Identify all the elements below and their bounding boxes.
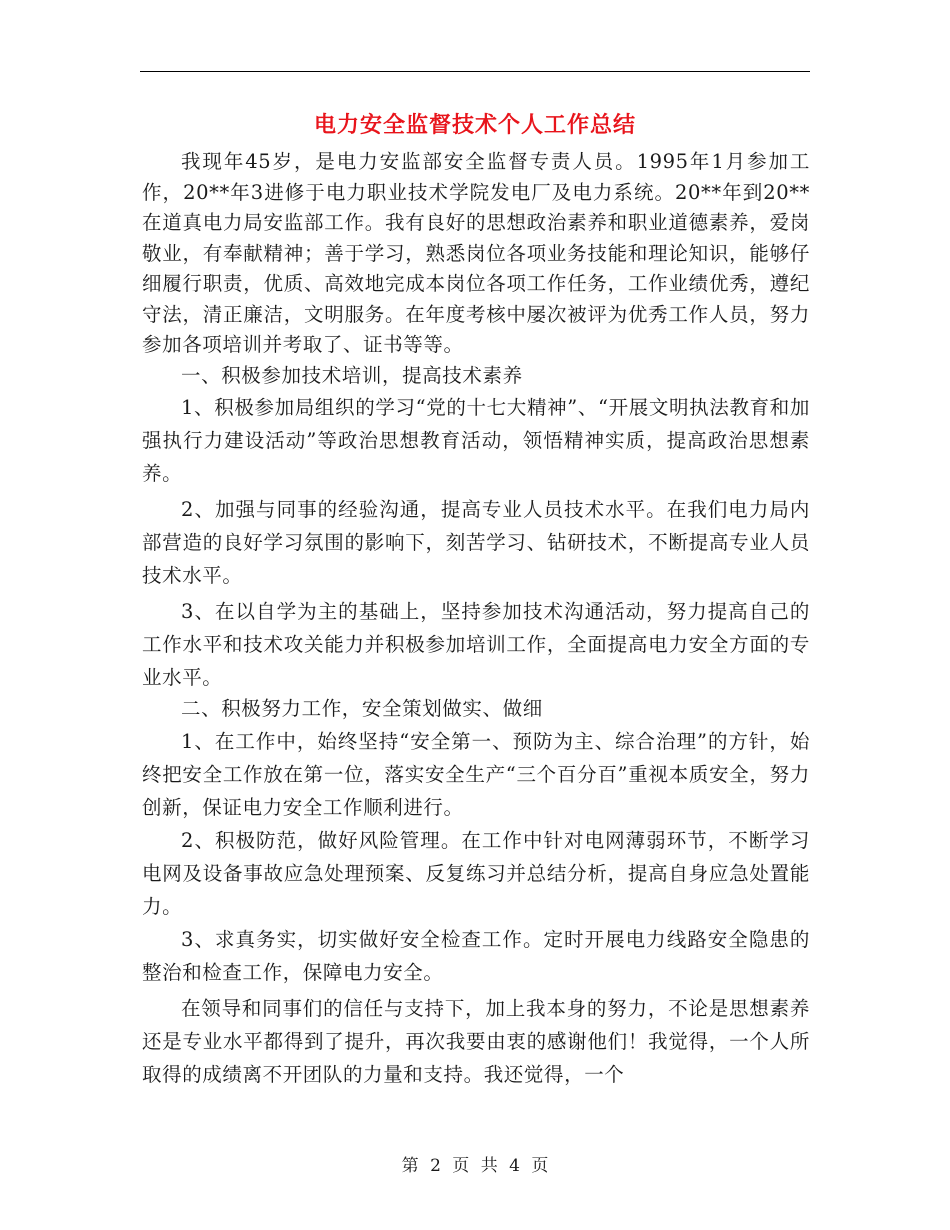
paragraph-1-2: 2、加强与同事的经验沟通，提高专业人员技术水平。在我们电力局内部营造的良好学习氛围的影响下，刻苦学习、钻研技术，不断提高专业人员技术水平。 bbox=[142, 498, 810, 587]
paragraph-2-2: 2、积极防范，做好风险管理。在工作中针对电网薄弱环节，不断学习电网及设备事故应急处理预案、反复练习并总结分析，提高自身应急处置能力。 bbox=[142, 828, 810, 918]
paragraph-closing: 在领导和同事们的信任与支持下，加上我本身的努力，不论是思想素养还是专业水平都得到了提升，再次我要由衷的感谢他们！我觉得，一个人所取得的成绩离不开团队的力量和支持。我还觉得，一个 bbox=[142, 996, 810, 1086]
paragraph-1-3: 3、在以自学为主的基础上，坚持参加技术沟通活动，努力提高自己的工作水平和技术攻关能力并积极参加培训工作，全面提高电力安全方面的专业水平。 bbox=[142, 600, 810, 689]
page-footer: 第 2 页 共 4 页 bbox=[401, 1156, 549, 1176]
document-title: 电力安全监督技术个人工作总结 bbox=[313, 112, 636, 138]
section-heading-1: 一、积极参加技术培训，提高技术素养 bbox=[181, 363, 523, 387]
header-rule bbox=[140, 71, 810, 72]
document-body bbox=[142, 147, 810, 1091]
paragraph-1-1: 1、积极参加局组织的学习“党的十七大精神”、“开展文明执法教育和加强执行力建设活动”等政治思想教育活动，领悟精神实质，提高政治思想素养。 bbox=[142, 396, 810, 485]
paragraph-2-3: 3、求真务实，切实做好安全检查工作。定时开展电力线路安全隐患的整治和检查工作，保障电力安全。 bbox=[142, 927, 810, 984]
section-heading-2: 二、积极努力工作，安全策划做实、做细 bbox=[181, 697, 543, 720]
paragraph-intro: 我现年45岁，是电力安监部安全监督专责人员。1995年1月参加工作，20**年3进修于电力职业技术学院发电厂及电力系统。20**年到20**在道真电力局安监部工作。我有良好的思想政治素养和职业道德素养，爱岗敬业，有奉献精神；善于学习，熟悉岗位各项业务技能和理论知识，能够仔细履行职责，优质、高效地完成本岗位各项工作任务，工作业绩优秀，遵纪守法，清正廉洁，文明服务。在年度考核中屡次被评为优秀工作人员，努力参加各项培训并考取了、证书等等。 bbox=[142, 150, 810, 356]
paragraph-2-1: 1、在工作中，始终坚持“安全第一、预防为主、综合治理”的方针，始终把安全工作放在第一位，落实安全生产“三个百分百”重视本质安全，努力创新，保证电力安全工作顺利进行。 bbox=[142, 729, 810, 819]
